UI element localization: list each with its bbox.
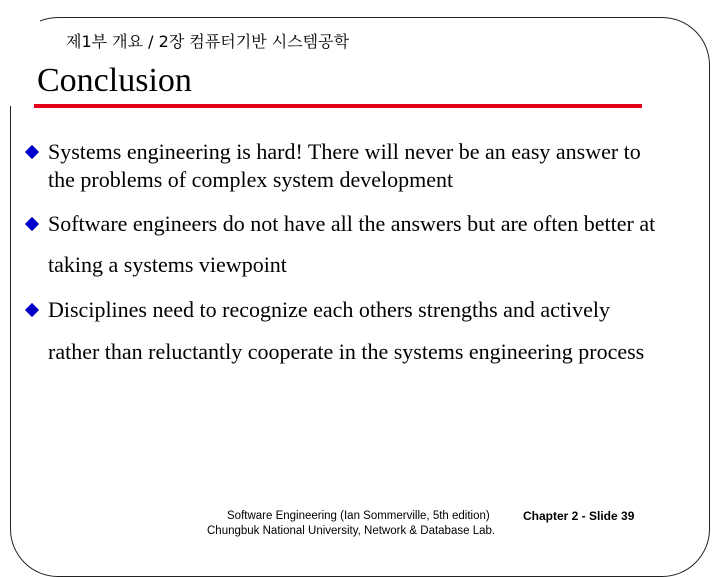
title-underline [34,104,642,108]
bullet-1-line-2: the problems of complex system development [48,167,454,192]
slide-reference: Chapter 2 - Slide 39 [523,509,635,523]
footer-source-title: Software Engineering (Ian Sommerville, 5th edition) [227,510,490,522]
bullet-1-line-1: Systems engineering is hard! There will never be an easy answer to [48,139,641,164]
course-header: 제1부 개요 / 2장 컴퓨터기반 시스템공학 [66,32,350,51]
bullet-3-line-1: Disciplines need to recognize each others strengths and actively [48,297,611,322]
slide-title: Conclusion [37,62,192,99]
footer-source-affiliation: Chungbuk National University, Network & Database Lab. [207,525,496,537]
bullet-2-line-1: Software engineers do not have all the answers but are often better at [48,211,656,236]
bullet-2-line-2: taking a systems viewpoint [48,252,287,277]
frame-gap [0,18,40,106]
bullet-3-line-2: rather than reluctantly cooperate in the systems engineering process [48,339,645,364]
